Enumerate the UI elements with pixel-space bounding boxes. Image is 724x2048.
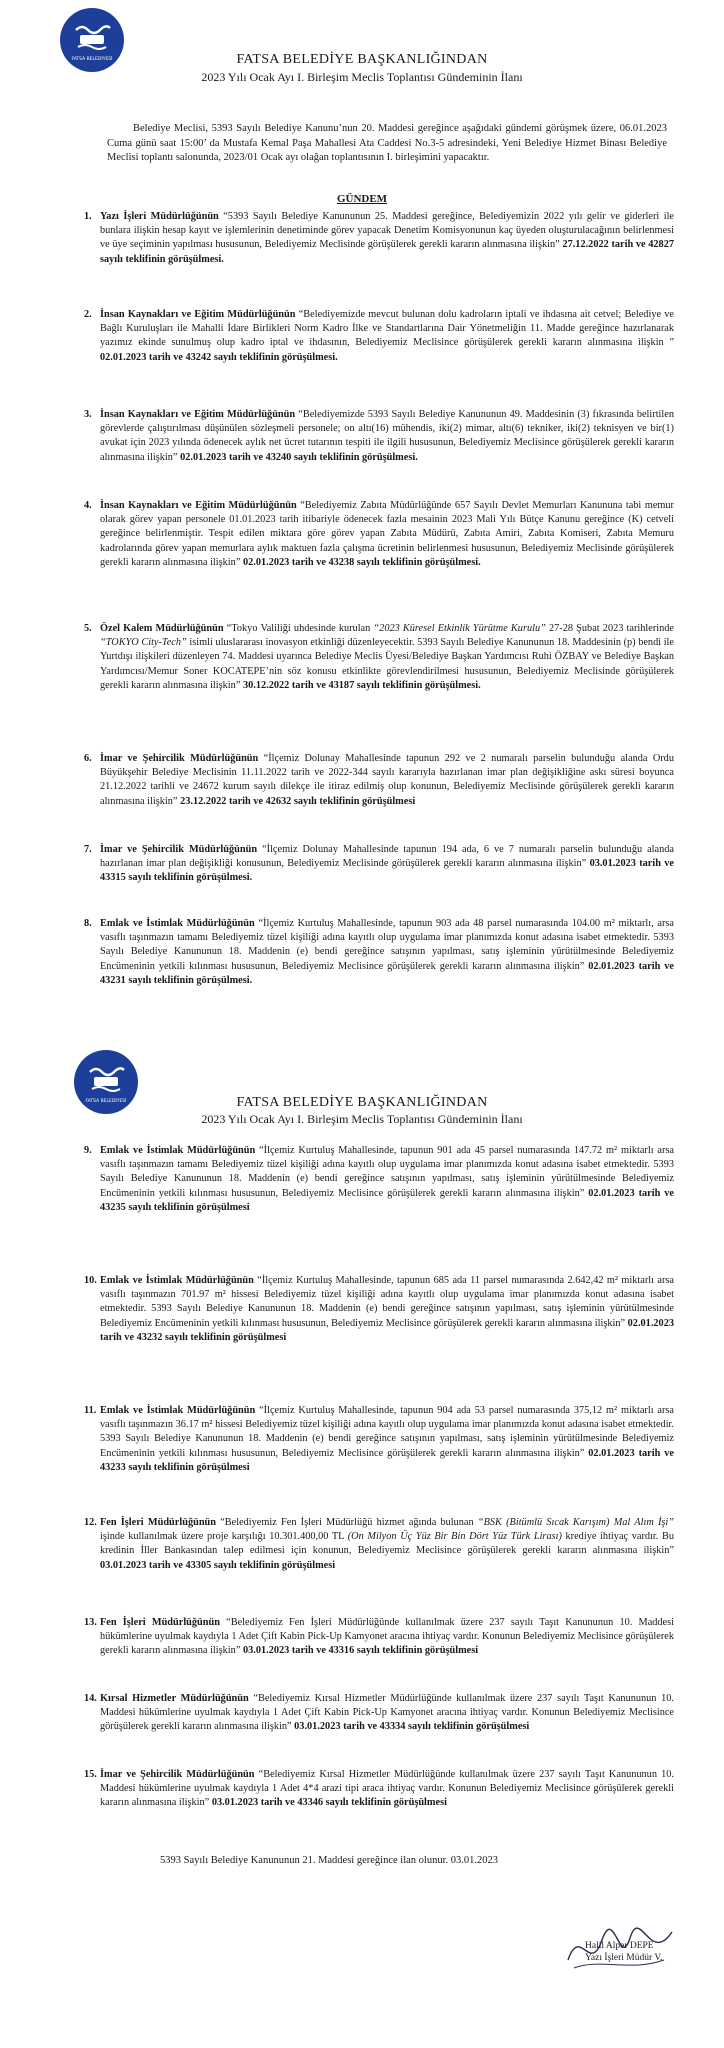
agenda-item-reference: 02.01.2023 tarih ve 43240 sayılı teklifinin görüşülmesi. [180,451,418,463]
page-title: FATSA BELEDİYE BAŞKANLIĞINDAN [236,1095,488,1110]
svg-text:FATSA BELEDİYESİ: FATSA BELEDİYESİ [71,57,113,62]
agenda-item [84,752,674,809]
footer-note: 5393 Sayılı Belediye Kanununun 21. Maddesi gereğince ilan olunur. 03.01.2023 [160,1855,498,1866]
agenda-item [84,1692,674,1735]
agenda-item-text: “Belediyemiz Kırsal Hizmetler Müdürlüğünde kullanılmak üzere 237 sayılı Taşıt Kanununun 10. Maddesi hükümlerine uyulmak kaydıyla 1 Adet Çift Kabin Pick-Up Kamyonet aracına ihtiyaç vardır. Konunun Belediyemiz Meclisince görüşülerek gerekli kararın alınmasına ilişkin” [100,1693,674,1733]
agenda-item-department: Özel Kalem Müdürlüğünün [100,623,224,634]
agenda-item-number: 6. [84,753,92,764]
signatory-name: Halil Alper DEPE [585,1941,654,1951]
agenda-item-text: 27-28 Şubat 2023 tarihlerinde [545,623,674,634]
agenda-item-department: Kırsal Hizmetler Müdürlüğünün [100,1693,249,1704]
agenda-item [84,1516,674,1573]
agenda-item-department: İnsan Kaynakları ve Eğitim Müdürlüğünün [100,409,296,420]
agenda-item [84,843,674,886]
signatory-title: Yazı İşleri Müdür V. [585,1953,663,1963]
agenda-item-department: İnsan Kaynakları ve Eğitim Müdürlüğünün [100,309,296,320]
agenda-item-italic: “BSK (Bitümlü Sıcak Karışım) Mal Alım İşi” [477,1517,674,1528]
agenda-item-number: 9. [84,1145,92,1156]
agenda-item-reference: 03.01.2023 tarih ve 43305 sayılı teklifinin görüşülmesi [100,1559,336,1571]
agenda-item-number: 3. [84,409,92,420]
agenda-item-number: 2. [84,309,92,320]
agenda-item-number: 10. [84,1275,97,1286]
agenda-item [84,1274,674,1345]
agenda-item-text: “Belediyemiz Fen İşleri Müdürlüğü hizmet ağında bulunan [216,1517,478,1528]
agenda-item-text: “İlçemiz Dolunay Mahallesinde tapunun 194 ada, 6 ve 7 numaralı parselin bulunduğu alanda hazırlanan imar plan değişikliği konusunun, Belediyemiz Meclisinde görüşülerek gerekli kararın alınmasına ilişkin” [100,844,674,870]
agenda-item-text: “İlçemiz Kurtuluş Mahallesinde, tapunun 901 ada 45 parsel numarasında 147.72 m² miktarlı arsa vasıflı taşınmazın tamamı Belediyemiz tüzel kişiliği adına kayıtlı olup uygulama imar planımızda konut adasına isabet etmektedir. 5393 Sayılı Belediye Kanununun 18. Maddenin (e) bendi gereğince satışının yapılması, satış işleminin yürütülmesinde Belediyemiz Encümeninin yetkili kılınması hususunun, Belediyemiz Meclisince görüşülerek gerekli kararın alınmasına ilişkin” [100,1145,674,1199]
agenda-item-text: “Belediyemizde mevcut bulunan dolu kadroların iptali ve ihdasına ait cetvel; Belediye ve Bağlı Kuruluşları ile Mahalli İdare Birlikleri Norm Kadro İlke ve Standartlarına Dair Yönetmeliğin 11. Madde gereğince hazırlanarak yazımız ekinde sunulmuş olup kadro iptal ve ihdasının, Belediyemiz Meclisince görüşülerek gerekli kararın alınmasına ilişkin ” [100,309,674,349]
agenda-item-number: 4. [84,500,92,511]
agenda-item-department: Emlak ve İstimlak Müdürlüğünün [100,1405,256,1416]
agenda-item-reference: 27.12.2022 tarih ve 42827 sayılı teklifinin görüşülmesi. [100,239,674,265]
agenda-item [84,1144,674,1215]
agenda-item [84,499,674,570]
agenda-item-department: Emlak ve İstimlak Müdürlüğünün [100,1145,256,1156]
agenda-item-reference: 02.01.2023 tarih ve 43235 sayılı teklifinin görüşülmesi [100,1187,674,1213]
agenda-item-number: 12. [84,1517,97,1528]
agenda-item-department: Yazı İşleri Müdürlüğünün [100,211,219,222]
agenda-item [84,1768,674,1811]
agenda-item-text: “Belediyemizde 5393 Sayılı Belediye Kanununun 49. Maddesinin (3) fıkrasında belirtilen görevlerde çalıştırılması düşünülen sözleşmeli personele; on altı(16) mühendis, iki(2) mimar, altı(6) tekniker, iki(2) teknisyen ve bir(1) avukat için 2023 yılında ödenecek aylık net ücret tutarının tespiti ile ilgili hususunun, Belediyemiz Meclisince görüşülerek gerekli kararın alınmasına ilişkin” [100,409,674,463]
page-subtitle: 2023 Yılı Ocak Ayı I. Birleşim Meclis Toplantısı Gündeminin İlanı [201,70,523,84]
agenda-item-number: 1. [84,211,92,222]
agenda-item-text: isimli uluslararası inovasyon etkinliği düzenleyecektir. 5393 Sayılı Belediye Kanununun 18. Maddesinin (p) bendi ile Yurtdışı ilişkileri düzenleyen 74. Maddesi uyarınca Belediye Meclis Üyesi/Belediye Başkan Yardımcısı Ruhi ÖZBAY ve Belediye Başkan Yardımcısı/Memur Soner KOCATEPE’nin söz konusu etkinlikte görevlendirilmesi hususunun, Belediyemiz Meclisinde görüşülerek gerekli kararın alınmasına ilişkin” [100,637,674,691]
agenda-item-department: İnsan Kaynakları ve Eğitim Müdürlüğünün [100,500,297,511]
agenda-item-department: Fen İşleri Müdürlüğünün [100,1617,220,1628]
agenda-item-text: krediye ihtiyaç vardır. Bu kredinin İller Bankasından talep edilmesi için konunun, Belediyemiz Meclisince görüşülerek gerekli kararın alınmasına ilişkin” [100,1531,674,1557]
agenda-item-reference: 03.01.2023 tarih ve 43316 sayılı teklifinin görüşülmesi [242,1645,479,1657]
page-subtitle: 2023 Yılı Ocak Ayı I. Birleşim Meclis Toplantısı Gündeminin İlanı [201,1112,523,1126]
agenda-item-number: 15. [84,1769,97,1780]
agenda-item-reference: 02.01.2023 tarih ve 43231 sayılı teklifinin görüşülmesi. [100,960,674,986]
agenda-item-number: 13. [84,1617,97,1628]
signature-block [585,1940,662,1964]
agenda-item-text: “İlçemiz Kurtuluş Mahallesinde, tapunun 904 ada 53 parsel numarasında 375,12 m² miktarlı arsa vasıflı taşınmazın 36.17 m² hissesi Belediyemiz tüzel kişiliği adına kayıtlı olup uygulama imar planımızda konut adasına isabet etmektedir. 5393 Sayılı Belediye Kanununun 18. Maddenin (e) bendi gereğince satışının yapılması, satış işleminin yürütülmesinde Belediyemiz Encümeninin yetkili kılınması hususunun, Belediyemiz Meclisince görüşülerek gerekli kararın alınmasına ilişkin” [100,1405,674,1459]
agenda-item-number: 14. [84,1693,97,1704]
agenda-item [84,622,674,693]
agenda-item-text: “Tokyo Valiliği uhdesinde kurulan [223,623,374,634]
agenda-item-department: Emlak ve İstimlak Müdürlüğünün [100,918,255,929]
agenda-item-text: “İlçemiz Kurtuluş Mahallesinde, tapunun 685 ada 11 parsel numarasında 2.642,42 m² miktarlı arsa vasıflı taşınmazın 701.97 m² hissesi Belediyemiz tüzel kişiliği adına kayıtlı olup uygulama imar planımızda konut adasına isabet etmektedir. 5393 Sayılı Belediye Kanununun 18. Maddenin (e) bendi gereğince satışının yapılması, satış işleminin yürütülmesinde Belediyemiz Encümeninin yetkili kılınması hususunun, Belediyemiz Meclisince görüşülerek gerekli kararın alınmasına ilişkin” [100,1275,674,1329]
agenda-item-reference: 23.12.2022 tarih ve 42632 sayılı teklifinin görüşülmesi [180,795,416,807]
agenda-item-reference: 03.01.2023 tarih ve 43315 sayılı teklifinin görüşülmesi. [100,858,674,884]
agenda-item-reference: 30.12.2022 tarih ve 43187 sayılı teklifinin görüşülmesi. [242,679,481,691]
agenda-item-text: “İlçemiz Kurtuluş Mahallesinde, tapunun 903 ada 48 parsel numarasında 104.00 m² miktarlı, arsa vasıflı taşınmazın tamamı Belediyemiz tüzel kişiliği adına kayıtlı olup uygulama imar planımızda konut adasına isabet etmektedir. 5393 Sayılı Belediye Kanununun 18. Maddenin (e) bendi gereğince satışının yapılması, satış işleminin yürütülmesinde Belediyemiz Encümeninin yetkili kılınması hususunun, Belediyemiz Meclisince görüşülerek gerekli kararın alınmasına ilişkin” [100,918,674,972]
agenda-item-italic: (On Milyon Üç Yüz Bir Bin Dört Yüz Türk Lirası) [347,1531,562,1543]
agenda-item-reference: 02.01.2023 tarih ve 43238 sayılı teklifinin görüşülmesi. [242,556,481,568]
agenda-item-department: İmar ve Şehircilik Müdürlüğünün [100,1769,255,1780]
agenda-item-reference: 03.01.2023 tarih ve 43346 sayılı teklifinin görüşülmesi [211,1797,447,1809]
agenda-item-reference: 02.01.2023 tarih ve 43233 sayılı teklifinin görüşülmesi [100,1447,674,1473]
agenda-item-italic: “TOKYO City-Tech” [100,637,187,649]
intro-paragraph: Belediye Meclisi, 5393 Sayılı Belediye Kanunu’nun 20. Maddesi gereğince aşağıdaki gündemi görüşmek üzere, 06.01.2023 Cuma günü saat 15:00’ da Mustafa Kemal Paşa Mahallesi Ata Caddesi No.3-5 adresindeki, Yeni Belediye Hizmet Binası Belediye Meclisi toplantı salonunda, 2023/01 Ocak ayı olağan toplantısının I. birleşimini yapacaktır. [107,123,667,163]
agenda-item-text: “Belediyemiz Fen İşleri Müdürlüğünde kullanılmak üzere 237 sayılı Taşıt Kanununun 10. Maddesi hükümlerine uyulmak kaydıyla 1 Adet Çift Kabin Pick-Up Kamyonet aracına ihtiyaç vardır. Konunun Belediyemiz Meclisince görüşülerek gerekli kararın alınmasına ilişkin” [100,1617,674,1657]
agenda-item-reference: 02.01.2023 tarih ve 43232 sayılı teklifinin görüşülmesi [100,1317,674,1343]
document-page-2 [0,1040,724,2048]
agenda-item [84,408,674,465]
agenda-item-italic: “2023 Küresel Etkinlik Yürütme Kurulu” [373,623,546,634]
agenda-item-department: İmar ve Şehircilik Müdürlüğünün [100,844,258,855]
agenda-item-department: Emlak ve İstimlak Müdürlüğünün [100,1275,254,1286]
agenda-item-text: işinde kullanılmak üzere proje karşılığı 10.301.400,00 TL [100,1531,348,1543]
agenda-item [84,210,674,267]
svg-text:FATSA BELEDİYESİ: FATSA BELEDİYESİ [85,1099,127,1104]
agenda-item-text: “İlçemiz Dolunay Mahallesinde tapunun 292 ve 2 numaralı parselin bulunduğu alanda Ordu Büyükşehir Belediye Meclisinin 11.11.2022 tarih ve 2022-344 sayılı kararıyla hazırlanan imar plan değişikliğine askı süresi boyunca 21.12.2022 tarihli ve 24672 kurum sayılı dilekçe ile itiraz edilmiş olup konunun, Belediyemiz Meclisinde görüşülerek gerekli kararın alınmasına ilişkin” [100,753,674,807]
agenda-item-number: 8. [84,918,92,929]
agenda-item [84,308,674,365]
agenda-item-reference: 03.01.2023 tarih ve 43334 sayılı teklifinin görüşülmesi [294,1721,530,1733]
agenda-item-department: İmar ve Şehircilik Müdürlüğünün [100,753,259,764]
agenda-item-text: “Belediyemiz Zabıta Müdürlüğünde 657 Sayılı Devlet Memurları Kanununa tabi memur olarak görev yapan personele 01.01.2023 tarih itibariyle ödenecek fazla mesainin 2023 Mali Yılı Bütçe Kanunu gereğince (K) cetveli gereğince belirlenmiştir. Tespit edilen miktara göre görev yapan Zabıta Müdürü, Zabıta Amiri, Zabıta Komiseri, Zabıta Memuru kadrolarında görev yapan memurlara aylık maktuen fazla çalışma ücretinin belirlenmesi hususunun, Belediyemiz Meclisinde görüşülerek gerekli kararın alınmasına ilişkin” [100,500,674,568]
agenda-item-number: 11. [84,1405,97,1416]
agenda-item [84,1404,674,1475]
agenda-item-text: “5393 Sayılı Belediye Kanununun 25. Maddesi gereğince, Belediyemizin 2022 yılı gelir ve giderleri ile bunlara ilişkin hesap kayıt ve işlemlerinin denetiminde görev yapacak Denetim Komisyonunun kaç üyeden oluşturulacağının belirlenmesi ve üye seçiminin yapılması hususunun, Belediyemiz Meclisinde görüşülerek gerekli kararın alınmasına ilişkin” [100,211,674,251]
agenda-item-number: 5. [84,623,92,634]
agenda-item-reference: 02.01.2023 tarih ve 43242 sayılı teklifinin görüşülmesi. [100,351,338,363]
agenda-item-department: Fen İşleri Müdürlüğünün [100,1517,216,1528]
agenda-item-number: 7. [84,844,92,855]
agenda-item-text: “Belediyemiz Kırsal Hizmetler Müdürlüğünde kullanılmak üzere 237 sayılı Taşıt Kanununun 10. Maddesi hükümlerine uyulmak kaydıyla 1 Adet 4*4 arazi tipi araca ihtiyaç vardır. Konunun Belediyemiz Meclisince görüşülerek gerekli kararın alınmasına ilişkin” [100,1769,674,1809]
page-title: FATSA BELEDİYE BAŞKANLIĞINDAN [236,52,488,67]
agenda-item [84,1616,674,1659]
agenda-item [84,917,674,988]
agenda-heading: GÜNDEM [336,193,388,205]
